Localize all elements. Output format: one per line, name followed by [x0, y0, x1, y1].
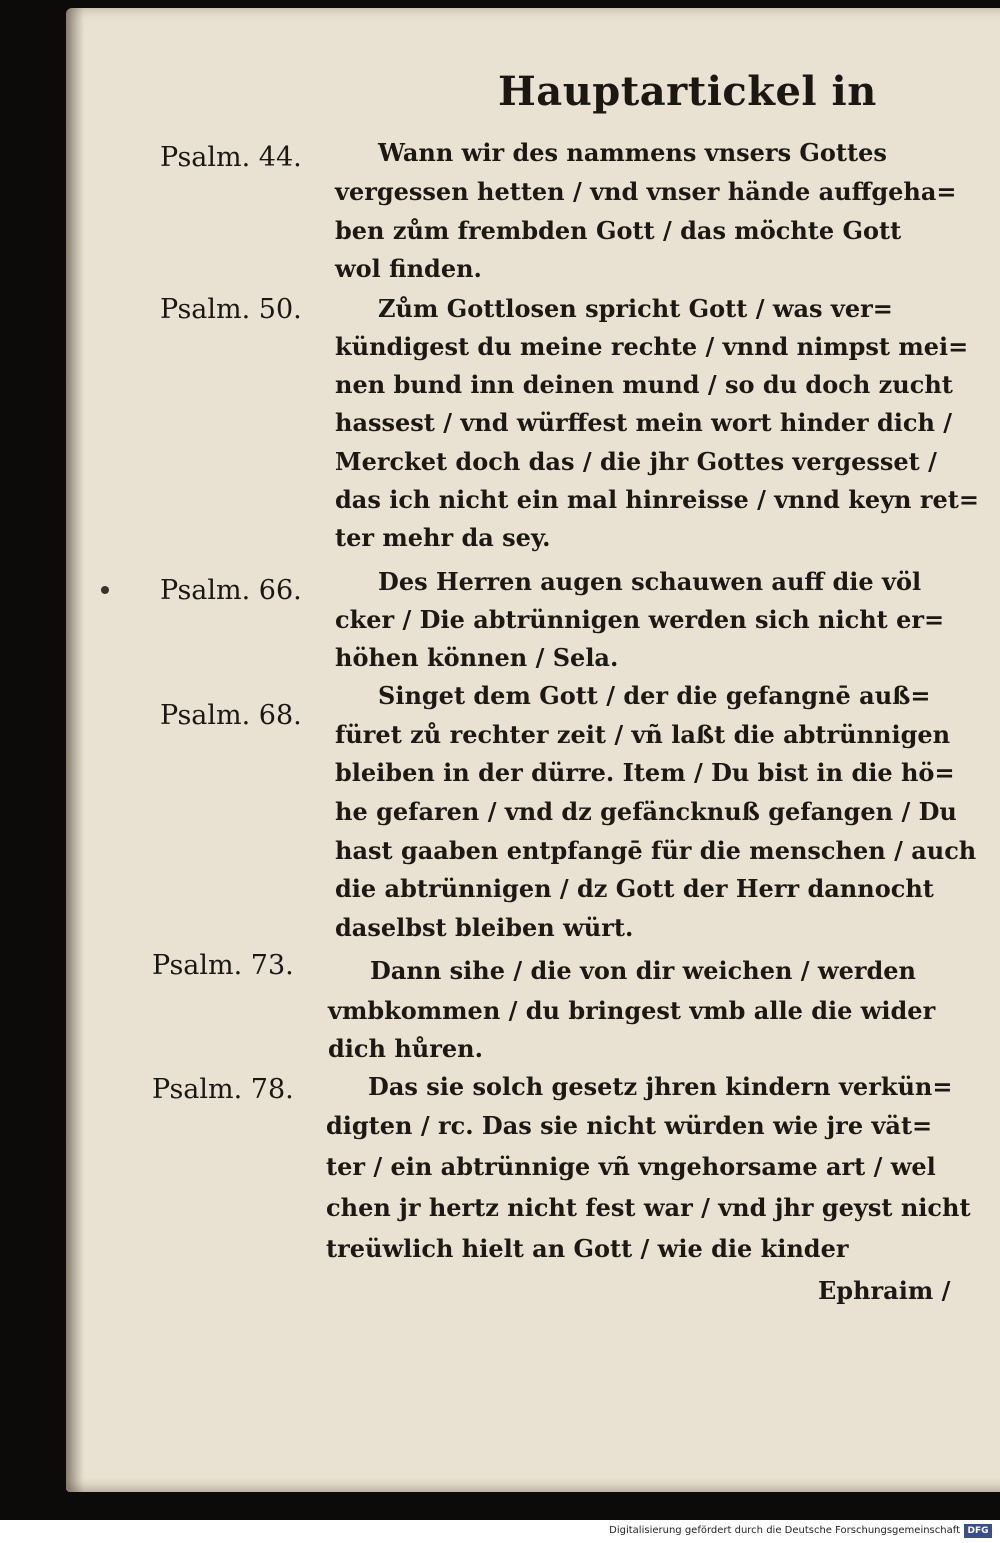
text-line: Zům Gottlosen spricht Gott / was ver=	[378, 294, 893, 323]
text-line: ben zům frembden Gott / das möchte Gott	[335, 216, 902, 245]
text-line: he gefaren / vnd dz gefäncknuß gefangen / Du	[335, 797, 957, 826]
psalm-reference: Psalm. 73.	[152, 950, 294, 981]
text-line: Mercket doch das / die jhr Gottes vergesset /	[335, 447, 937, 476]
psalm-reference: Psalm. 66.	[160, 575, 302, 606]
text-line: hassest / vnd würffest mein wort hinder dich /	[335, 408, 953, 437]
text-line: ter mehr da sey.	[335, 523, 551, 552]
psalm-reference: Psalm. 68.	[160, 700, 302, 731]
text-line: digten / rc. Das sie nicht würden wie jre vät=	[326, 1111, 933, 1140]
catchword: Ephraim /	[818, 1276, 951, 1305]
text-line: dich hůren.	[328, 1034, 483, 1063]
text-line: kündigest du meine rechte / vnnd nimpst mei=	[335, 332, 969, 361]
text-line: Dann sihe / die von dir weichen / werden	[370, 956, 916, 985]
dfg-logo-icon: DFG	[964, 1524, 992, 1538]
text-line: ter / ein abtrünnige vñ vngehorsame art / wel	[326, 1152, 936, 1181]
psalm-reference: Psalm. 78.	[152, 1074, 294, 1105]
text-line: Des Herren augen schauwen auff die völ	[378, 567, 922, 596]
text-line: die abtrünnigen / dz Gott der Herr dannocht	[335, 874, 934, 903]
text-line: vergessen hetten / vnd vnser hände auffgeha=	[335, 177, 957, 206]
text-line: chen jr hertz nicht fest war / vnd jhr geyst nicht	[326, 1193, 971, 1222]
text-line: Wann wir des nammens vnsers Gottes	[378, 138, 887, 167]
text-line: nen bund inn deinen mund / so du doch zucht	[335, 370, 953, 399]
text-line: Singet dem Gott / der die gefangnē auß=	[378, 681, 931, 710]
text-line: das ich nicht ein mal hinreisse / vnnd keyn ret=	[335, 485, 979, 514]
digitization-footer	[0, 1520, 1000, 1543]
psalm-reference: Psalm. 44.	[160, 142, 302, 173]
text-line: vmbkommen / du bringest vmb alle die wider	[328, 996, 936, 1025]
gutter-shadow	[66, 8, 84, 1492]
text-line: treüwlich hielt an Gott / wie die kinder	[326, 1234, 849, 1263]
text-line: höhen können / Sela.	[335, 643, 619, 672]
text-line: füret zů rechter zeit / vñ laßt die abtrünnigen	[335, 720, 951, 749]
running-head: Hauptartickel in	[498, 68, 877, 115]
margin-ink-dot	[101, 586, 109, 594]
text-line: cker / Die abtrünnigen werden sich nicht er=	[335, 605, 945, 634]
text-line: Das sie solch gesetz jhren kindern verkün=	[368, 1072, 953, 1101]
text-line: wol finden.	[335, 254, 482, 283]
text-line: bleiben in der dürre. Item / Du bist in die hö=	[335, 758, 955, 787]
psalm-reference: Psalm. 50.	[160, 294, 302, 325]
funding-credit: Digitalisierung gefördert durch die Deutsche Forschungsgemeinschaft	[609, 1525, 960, 1536]
text-line: hast gaaben entpfangē für die menschen / auch	[335, 836, 977, 865]
text-line: daselbst bleiben würt.	[335, 913, 634, 942]
